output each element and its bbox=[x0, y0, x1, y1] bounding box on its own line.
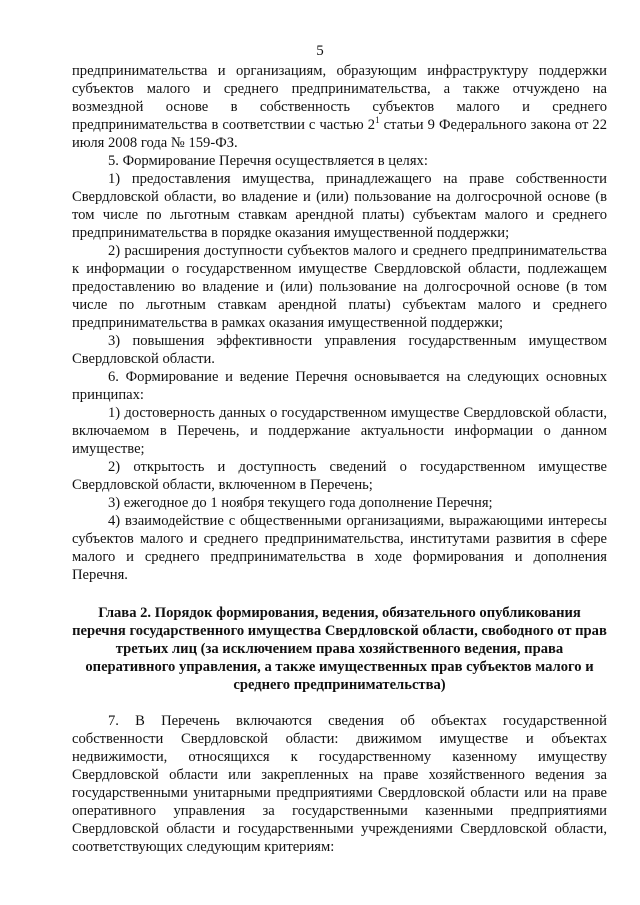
paragraph-item-6-2: 2) открытость и доступность сведений о государственном имуществе Свердловской области, включенном в Перечень; bbox=[72, 459, 607, 493]
document-body bbox=[72, 62, 607, 856]
paragraph-item-6: 6. Формирование и ведение Перечня основывается на следующих основных принципах: bbox=[72, 369, 607, 403]
paragraph-item-6-1: 1) достоверность данных о государственном имуществе Свердловской области, включаемом в Перечень, и поддержание актуальности информации о данном имуществе; bbox=[72, 405, 607, 457]
superscript: 1 bbox=[375, 115, 380, 126]
chapter-heading: Глава 2. Порядок формирования, ведения, обязательного опубликования перечня государственного имущества Свердловской области, свободного от прав третьих лиц (за исключением права хозяйственного ведения, права оперативного управления, а также имущественных прав субъектов малого и среднего предпринимательства) bbox=[72, 605, 607, 693]
paragraph-item-5-1: 1) предоставления имущества, принадлежащего на праве собственности Свердловской области, во владение и (или) пользование на долгосрочной основе (в том числе по льготным ставкам арендной платы) субъектам малого и среднего предпринимательства в порядке оказания имущественной поддержки; bbox=[72, 171, 607, 241]
paragraph-continuation bbox=[72, 62, 607, 152]
paragraph-text: статьи 9 Федерального закона от 22 июля 2008 года № 159-ФЗ. bbox=[72, 117, 608, 151]
paragraph-item-6-3: 3) ежегодное до 1 ноября текущего года дополнение Перечня; bbox=[108, 495, 493, 511]
paragraph-item-5-2: 2) расширения доступности субъектов малого и среднего предпринимательства к информации о государственном имуществе Свердловской области, подлежащем предоставлению во владение и (или) пользование на долгосрочной основе (в том числе по льготным ставкам арендной платы) субъектам малого и среднего предпринимательства в рамках оказания имущественной поддержки; bbox=[72, 243, 607, 331]
paragraph-text: предпринимательства и организациям, образующим инфраструктуру поддержки субъектов малого и среднего предпринимательства, а также отчуждено на возмездной основе в собственность субъектов малого и среднего предпринимательства в соответствии с частью 2 bbox=[72, 63, 607, 133]
paragraph-item-7: 7. В Перечень включаются сведения об объектах государственной собственности Свердловской области: движимом имуществе и объектах недвижимости, относящихся к государственному казенному имуществу Свердловской области или закрепленных на праве хозяйственного ведения за государственными унитарными предприятиями Свердловской области или на праве оперативного управления за государственными казенными предприятиями Свердловской области и государственными учреждениями Свердловской области, соответствующих следующим критериям: bbox=[72, 713, 607, 855]
paragraph-item-5: 5. Формирование Перечня осуществляется в целях: bbox=[108, 153, 428, 169]
paragraph-item-5-3: 3) повышения эффективности управления государственным имуществом Свердловской области. bbox=[72, 333, 607, 367]
chapter-heading-block bbox=[72, 604, 607, 694]
page-number: 5 bbox=[316, 43, 324, 59]
paragraph-item-6-4: 4) взаимодействие с общественными организациями, выражающими интересы субъектов малого и среднего предпринимательства, институтами развития в сфере малого и среднего предпринимательства в ходе формирования и дополнения Перечня. bbox=[72, 513, 607, 583]
